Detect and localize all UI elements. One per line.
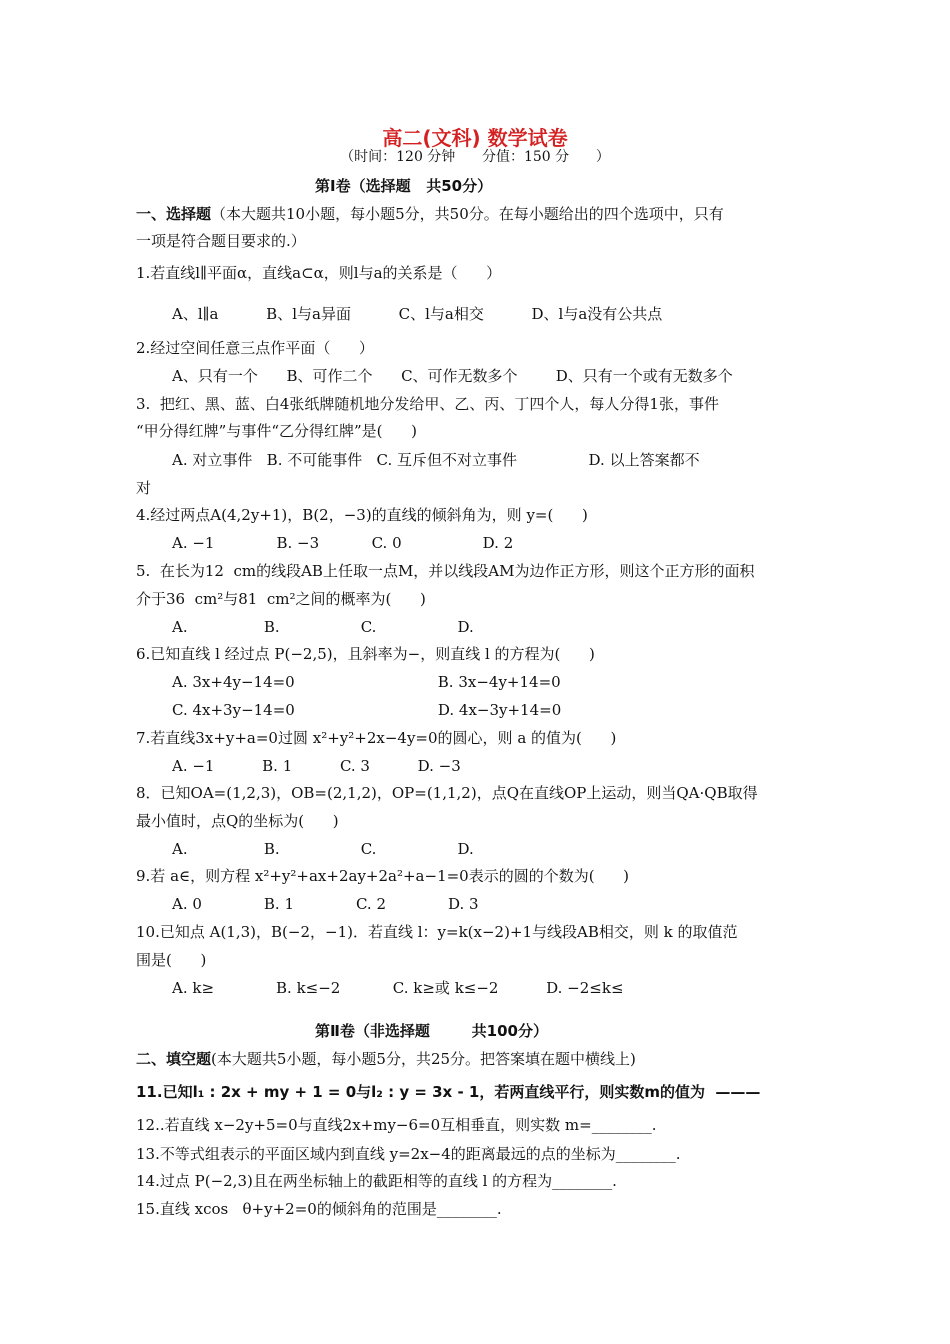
- q10-stem: 10.已知点 A(1,3)，B(−2，−1)．若直线 l：y=k(x−2)+1与线段AB相交，则 k 的取值范: [136, 923, 738, 941]
- section2-intro: [136, 1049, 636, 1069]
- fill-q14: 14.过点 P(−2,3)且在两坐标轴上的截距相等的直线 l 的方程为________.: [136, 1172, 617, 1190]
- q7-options: A. −1 B. 1 C. 3 D. −3: [172, 757, 461, 775]
- q2-stem: 2.经过空间任意三点作平面（ ）: [136, 339, 374, 357]
- q3-stem2: “甲分得红牌”与事件“乙分得红牌”是( ): [136, 422, 417, 440]
- q9-options: A. 0 B. 1 C. 2 D. 3: [172, 895, 479, 913]
- q5-options: A. B. C. D.: [172, 618, 474, 636]
- q1-stem: 1.若直线l∥平面α，直线a⊂α，则l与a的关系是（ ）: [136, 264, 502, 282]
- q8-stem2: 最小值时，点Q的坐标为( ): [136, 812, 339, 830]
- fill-q13: 13.不等式组表示的平面区域内到直线 y=2x−4的距离最远的点的坐标为________.: [136, 1145, 681, 1163]
- section1-title: 一、选择题: [136, 205, 212, 223]
- fill-q15: 15.直线 xcos θ+y+2=0的倾斜角的范围是________.: [136, 1200, 502, 1218]
- q8-options: A. B. C. D.: [172, 840, 474, 858]
- q4-stem: 4.经过两点A(4,2y+1)，B(2，−3)的直线的倾斜角为，则 y=( ): [136, 506, 588, 524]
- page-title: 高二(文科) 数学试卷: [382, 126, 568, 150]
- section1-intro: [136, 204, 724, 224]
- q9-stem: 9.若 a∈，则方程 x²+y²+ax+2ay+2a²+a−1=0表示的圆的个数为( ): [136, 867, 630, 885]
- part2-header: 第Ⅱ卷（非选择题 共100分）: [315, 1022, 548, 1040]
- part1-header: 第Ⅰ卷（选择题 共50分）: [315, 177, 493, 195]
- q6-options2: C. 4x+3y−14=0 D. 4x−3y+14=0: [172, 701, 562, 719]
- q7-stem: 7.若直线3x+y+a=0过圆 x²+y²+2x−4y=0的圆心，则 a 的值为( ): [136, 729, 617, 747]
- q8-stem: 8．已知OA=(1,2,3)，OB=(2,1,2)，OP=(1,1,2)，点Q在直线OP上运动，则当QA·QB取得: [136, 784, 758, 802]
- q3-options2: 对: [136, 479, 152, 497]
- section1-desc: （本大题共10小题，每小题5分，共50分。在每小题给出的四个选项中，只有: [211, 205, 724, 223]
- q6-stem: 6.已知直线 l 经过点 P(−2,5)，且斜率为−，则直线 l 的方程为( ): [136, 645, 595, 663]
- q5-stem2: 介于36 cm²与81 cm²之间的概率为( ): [136, 590, 426, 608]
- q10-options: A. k≥ B. k≤−2 C. k≥或 k≤−2 D. −2≤k≤: [172, 979, 624, 997]
- q10-stem2: 围是( ): [136, 951, 207, 969]
- q4-options: A. −1 B. −3 C. 0 D. 2: [172, 534, 514, 552]
- fill-q11: 11.已知l₁ : 2x + my + 1 = 0与l₂ : y = 3x - 1，若两直线平行，则实数m的值为 ———: [136, 1083, 761, 1101]
- q3-options: A. 对立事件 B. 不可能事件 C. 互斥但不对立事件 D. 以上答案都不: [172, 451, 700, 469]
- page-subtitle: （时间：120 分钟 分值：150 分 ）: [340, 149, 610, 165]
- section2-desc: (本大题共5小题，每小题5分，共25分。把答案填在题中横线上): [211, 1050, 636, 1068]
- q6-options: A. 3x+4y−14=0 B. 3x−4y+14=0: [172, 673, 561, 691]
- fill-q12: 12..若直线 x−2y+5=0与直线2x+my−6=0互相垂直，则实数 m=________.: [136, 1116, 657, 1134]
- q5-stem: 5. 在长为12 cm的线段AB上任取一点M，并以线段AM为边作正方形，则这个正方形的面积: [136, 562, 755, 580]
- section2-title: 二、填空题: [136, 1050, 212, 1068]
- section1-desc2: 一项是符合题目要求的.）: [136, 232, 306, 250]
- q1-options: A、l∥a B、l与a异面 C、l与a相交 D、l与a没有公共点: [172, 305, 663, 323]
- q3-stem: 3. 把红、黑、蓝、白4张纸牌随机地分发给甲、乙、丙、丁四个人，每人分得1张，事件: [136, 395, 719, 413]
- q2-options: A、只有一个 B、可作二个 C、可作无数多个 D、只有一个或有无数多个: [172, 367, 733, 385]
